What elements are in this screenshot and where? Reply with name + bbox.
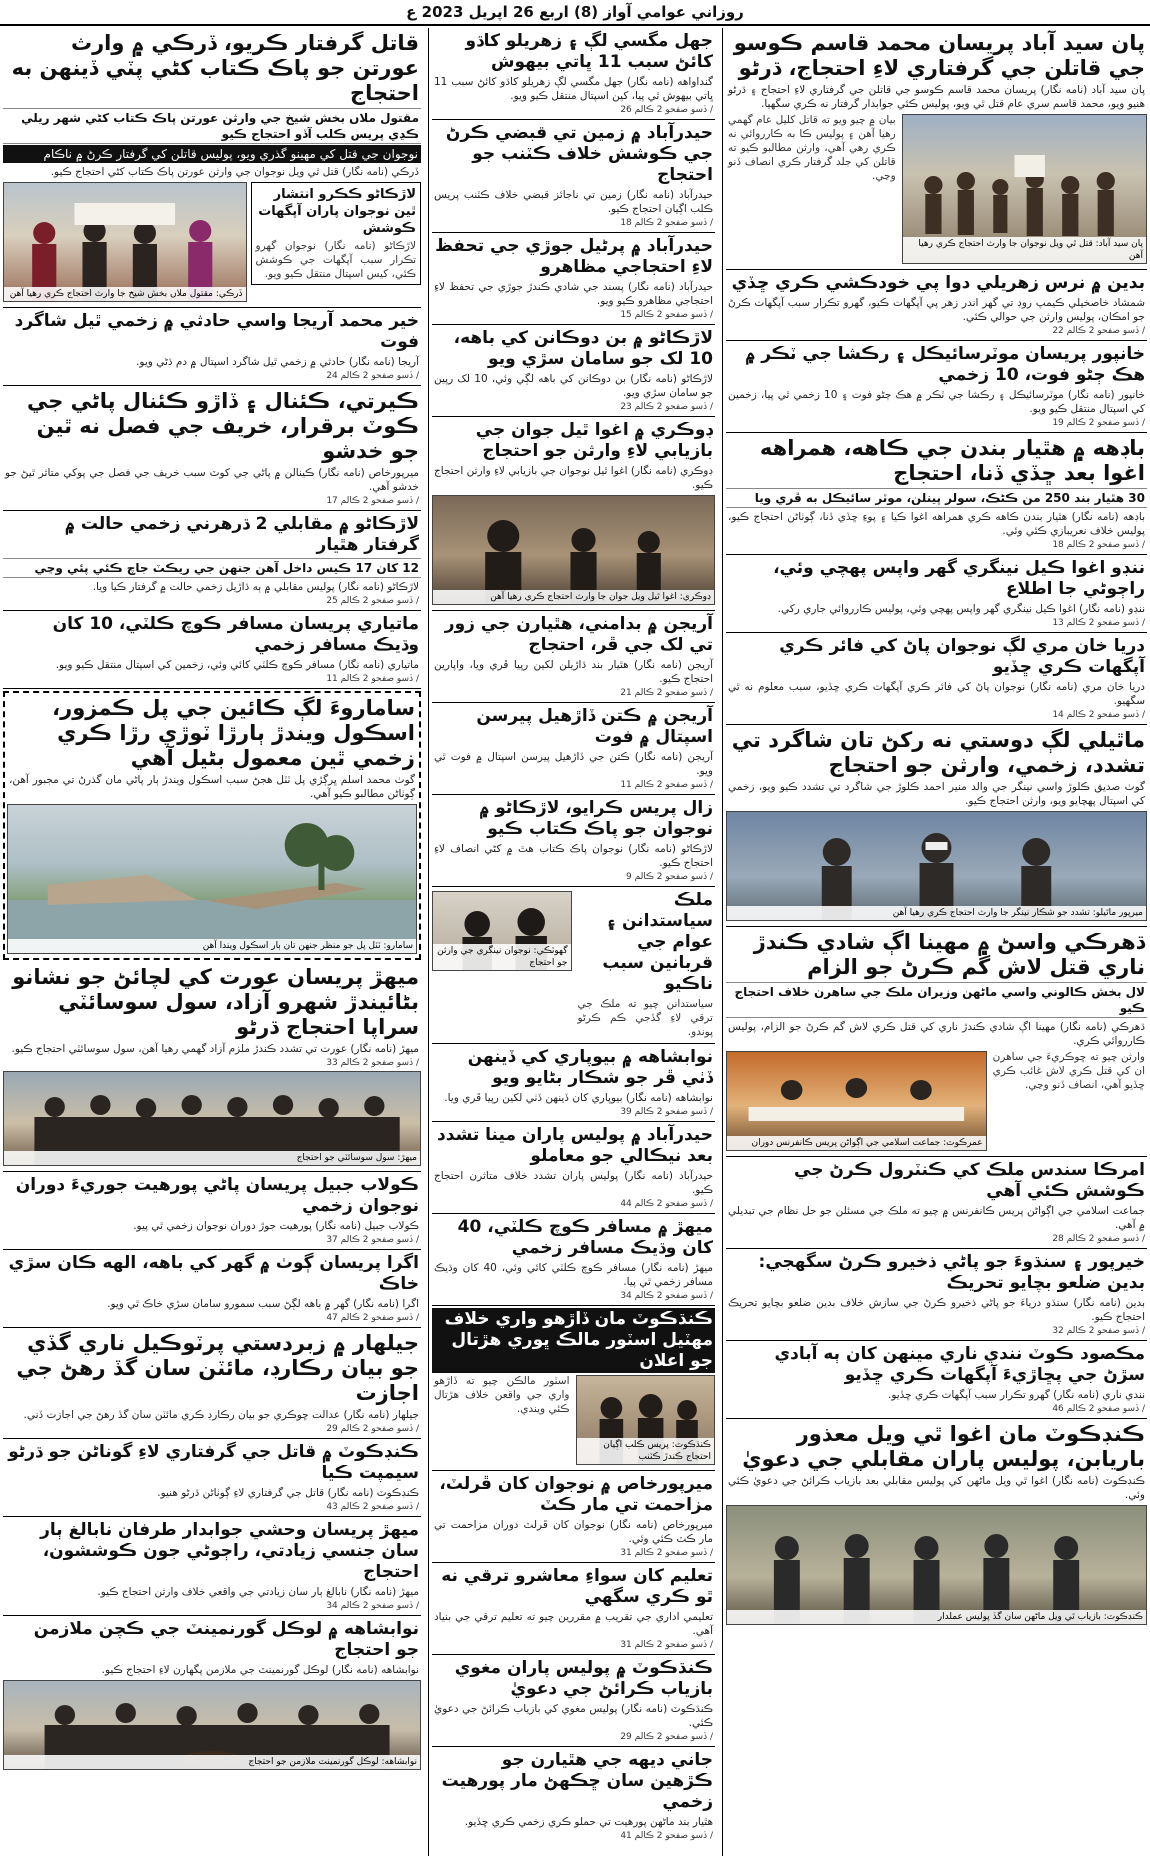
sidebar-headline: لاڙڪاڻو ڪڪرو انتشار ٿين نوجوان پاران آپگهات ڪوشش — [258, 187, 416, 236]
story-body: آريجا (نامه نگار) حادثي ۾ زخمي ٿيل شاگرد اسپتال ۾ دم ڌڻي ويو. — [136, 356, 419, 368]
story-body: آريجن (نامه نگار) ڪتن جي ڏاڙهيل پيرسن اسپتال ۾ فوت ٿي ويو. — [434, 751, 713, 777]
story-body: ننڊو (نامه نگار) اغوا ڪيل نينگري گهر واپس پهچي وئي، پوليس ڪارروائي جاري رکي. — [777, 603, 1145, 615]
continued-note: / ڏسو صفحو 2 ڪالم 23 — [620, 402, 713, 412]
story-badin-movement — [726, 1249, 1147, 1341]
story-body: نوابشاهه (نامه نگار) لوڪل گورنمينٽ جي ملازمن پگهارن لاءِ احتجاج ڪيو. — [101, 1664, 419, 1676]
story-headline: جيلهار ۾ زبردستي پرٽوڪيل ناري گڏي جو بيان رڪارڊ، مائٽن سان گڏ رهڻ جي اجازت — [16, 1331, 419, 1405]
story-mehar-child — [3, 1517, 421, 1616]
story-headline: ڪنڌڪوٽ ۾ پوليس پاران مغوي بازياب ڪرائڻ جي دعويٰ — [454, 1658, 713, 1699]
story-hyderabad-police — [432, 1122, 715, 1214]
news-photo — [432, 891, 572, 971]
continued-note: / ڏسو صفحو 2 ڪالم 11 — [326, 674, 419, 684]
story-nawabshah-employees — [3, 1616, 421, 1775]
story-headline: تعليم کان سواءِ معاشرو ترقي نه ٿو ڪري سگهي — [441, 1566, 713, 1607]
photo-caption: ڏرڪي: مقتول ملاں بخش شيخ جا وارث احتجاج ڪري رهيا آهن — [4, 287, 246, 301]
news-photo — [432, 495, 715, 605]
story-mehar-woman — [3, 962, 421, 1172]
story-body: گنداواهه (نامه نگار) جهل مگسي لڳ زهريلو کاڌو کائڻ سبب 11 ڀاتي بيهوش ٿي پيا، کين اسپتال منتقل ڪيو ويو. — [434, 76, 713, 102]
story-mehar-coach — [432, 1214, 715, 1306]
continued-note: / ڏسو صفحو 2 ڪالم 28 — [1052, 1234, 1145, 1244]
story-headline: ڊوڪري ۾ اغوا ٿيل جوان جي بازيابي لاءِ وارثن جو احتجاج — [475, 420, 713, 461]
continued-note: / ڏسو صفحو 2 ڪالم 21 — [620, 688, 713, 698]
story-headline: آريجن ۾ بدامني، هٿيارن جي زور تي لک جي ڦر، احتجاج — [444, 614, 713, 655]
story-body: شمشاد خاصخيلي ڪيمپ روڊ تي گهر اندر زهر پي آپگهات ڪيو، گهرو تڪرار سبب آپگهات ڪرڻ جو امڪان، پوليس وارثن جي حوالي ڪئي. — [728, 297, 1145, 323]
story-subheadline: مقتول ملاں بخش شيخ جي وارثن عورتن پاڪ ڪتاب کڻي شهر ريلي ڪڍي پريس ڪلب آڏو احتجاج ڪيو — [3, 108, 421, 144]
newspaper-masthead — [0, 0, 1150, 26]
continued-note: / ڏسو صفحو 2 ڪالم 46 — [1052, 1404, 1145, 1414]
continued-note: / ڏسو صفحو 2 ڪالم 18 — [620, 218, 713, 228]
story-body: حيدرآباد (نامه نگار) پسند جي شادي ڪندڙ جوڙي جي تحفظ لاءِ احتجاجي مظاهرو ڪيو ويو. — [434, 281, 713, 307]
story-body: باڊهه (نامه نگار) هٿيار بندن ڪاهه ڪري همراهه اغوا ڪيا ۽ پوءِ ڇڏي ڏنا، ڳوٺاڻن احتجاج ڪيو، پوليس خلاف نعريبازي ڪئي وئي. — [728, 511, 1145, 537]
photo-caption: ميرپور ماٿيلو: تشدد جو شڪار نينگر جا وارث احتجاج ڪري رهيا آهن — [727, 906, 1146, 920]
news-photo — [726, 1051, 987, 1151]
photo-caption: سامارو: ٽٽل پل جو منظر جنهن تان ٻار اسڪول ويندا آهن — [8, 939, 416, 953]
story-body: گوٺ صديق ڪلوڙ واسي نينگر جي والد منير احمد ڪلوڙ جي شاگرد تي تشدد ڪيو ويو، زخمي کي اسپتال پهچايو ويو، وارثن احتجاج ڪيو. — [728, 781, 1145, 807]
story-kandhkot-recovery — [726, 1419, 1147, 1630]
story-headline: حيدرآباد ۾ زمين تي قبضي ڪرڻ جي ڪوشش خلاف ڪٽنب جو احتجاج — [445, 123, 713, 185]
story-headline: ماتياري پريسان مسافر ڪوچ ڪلٽي، 10 کان وڌيڪ مسافر زخمي — [52, 614, 419, 655]
continued-note: / ڏسو صفحو 2 ڪالم 24 — [326, 371, 419, 381]
story-headline: خيرپور ۽ سنڌوءَ جو پاڻي ذخيرو ڪرڻ سگهجي: بدين ضلعو بچايو تحريڪ — [758, 1252, 1145, 1293]
story-maksood-kot — [726, 1341, 1147, 1419]
story-jailhar-court — [3, 1328, 421, 1439]
story-headline: ڪيرتي، ڪئنال ۽ ڏاڙو ڪئنال پاڻي جي ڪوٽ برقرار، خريف جي فصل نه ٿين جو خدشو — [26, 389, 419, 463]
story-headline: نوابشاهه ۾ لوڪل گورنمينٽ جي ڪچن ملازمن جو احتجاج — [33, 1619, 419, 1660]
story-body: آريجن (نامه نگار) هٿيار بند ڌاڙيلن لکين رپيا ڦري ويا، واپارين احتجاج ڪيو. — [434, 659, 713, 685]
story-ghotki-girl: ملڪ سياستدانن ۽ عوام جي قربانين سبب ناڪيو سياستدانن چيو ته ملڪ جي ترقي لاءِ گڏجي ڪم ڪرڻو پوندو. گهوٽڪي: نوجوان نينگري جي وارثن جو احتجاج — [432, 887, 715, 1044]
continued-note: / ڏسو صفحو 2 ڪالم 44 — [620, 1199, 713, 1209]
story-headline: امرڪا سندس ملڪ کي ڪنٽرول ڪرڻ جي ڪوشش ڪئي آهي — [794, 1160, 1145, 1201]
story-headline: خانپور پريسان موٽرسائيڪل ۽ رڪشا جي ٽڪر ۾ هڪ ڄڻو فوت، 10 زخمي — [745, 344, 1145, 385]
photo-caption: ڊوڪري: اغوا ٿيل ويل جوان جا وارث احتجاج ڪري رهيا آهن — [433, 590, 714, 604]
story-body: جيلهار (نامه نگار) عدالت ڇوڪري جو بيان رڪارڊ ڪري مائٽن سان گڏ رهڻ جي اجازت ڏني. — [23, 1409, 419, 1421]
story-dharki-bride: ڌهرڪي واسڻ ۾ مهينا اڳ شادي ڪندڙ ناري قتل لاش گم ڪرڻ جو الزام لال بخش ڪالوني واسي ماڻهن وزيران ملڪ جي ساهرن خلاف احتجاج ڪيو ڌهرڪي (نامه نگار) مهينا اڳ شادي ڪندڙ ناري کي قتل ڪري لاش گم ڪرڻ جو الزام، پوليس ڪارروائي ڪري. وارثن چيو ته ڇوڪريءَ جي ساهرن ان کي قتل ڪري لاش غائب ڪري ڇڏيو آهي، انصاف ڏنو وڃي. عمرڪوٽ: جماعت اسلامي جي اڳواڻن پريس ڪانفرنس دوران — [726, 927, 1147, 1157]
story-headline: ميهڙ پريسان وحشي جوابدار طرفان نابالغ ٻار سان جنسي زيادتي، راڄوڻي جون ڪوششون، احتجاج — [40, 1520, 419, 1582]
continued-note: / ڏسو صفحو 2 ڪالم 37 — [326, 1235, 419, 1245]
story-body: لاڙڪاڻو (نامه نگار) پوليس مقابلي ۾ ٻه ڌاڙيل زخمي حالت ۾ گرفتار ڪيا ويا. — [92, 581, 419, 593]
news-photo — [3, 1680, 421, 1770]
story-kolab-jabil — [3, 1172, 421, 1250]
story-canal-water — [3, 386, 421, 511]
continued-note: / ڏسو صفحو 2 ڪالم 43 — [326, 1502, 419, 1512]
photo-caption: عمرڪوٽ: جماعت اسلامي جي اڳواڻن پريس ڪانفرنس دوران — [727, 1136, 986, 1150]
story-arijan-robbery — [432, 611, 715, 703]
continued-note: / ڏسو صفحو 2 ڪالم 34 — [326, 1601, 419, 1611]
story-headline: حيدرآباد ۾ پرڻيل جوڙي جي تحفظ لاءِ احتجاجي مظاهرو — [435, 236, 713, 277]
story-headline: ننڊو اغوا ڪيل نينگري گهر واپس پهچي وئي، راڄوڻي جا اطلاع — [773, 558, 1145, 599]
story-body: ميهڙ (نامه نگار) عورت تي تشدد ڪندڙ ملزم آزاد گهمي رهيا آهن، سول سوسائٽي احتجاج ڪيو. — [11, 1043, 419, 1055]
news-photo — [3, 182, 247, 302]
continued-note: / ڏسو صفحو 2 ڪالم 9 — [626, 872, 713, 882]
photo-caption: ميهڙ: سول سوسائٽي جو احتجاج — [4, 1151, 420, 1165]
story-headline: خير محمد آريجا واسي حادثي ۾ زخمي ٿيل شاگرد فوت — [14, 311, 419, 352]
photo-caption: ڪنڊڪوٽ: بازياب ٿي ويل ماڻهن سان گڏ پوليس عملدار — [727, 1610, 1146, 1624]
story-body: پان سيد آباد (نامه نگار) پريسان محمد قاسم ڪوسو جي قاتلن جي گرفتاري لاءِ احتجاج ۽ ڌرڻو هنيو ويو، محمد قاسم سري عام قتل ٿي ويو، پوليس ڪئي جوابدار گرفتار نه ڪري سگهيا. — [728, 84, 1145, 110]
continued-note: / ڏسو صفحو 2 ڪالم 34 — [620, 1291, 713, 1301]
continued-note: / ڏسو صفحو 2 ڪالم 31 — [620, 1548, 713, 1558]
story-larkana-quran — [432, 795, 715, 887]
story-headline: زال پريس ڪرايو، لاڙڪاڻو ۾ نوجوان جو پاڪ ڪتاب ڪيو — [479, 798, 713, 839]
story-larkana-fire — [432, 325, 715, 417]
story-arija-student — [3, 308, 421, 386]
story-headline: اگرا پريسان ڳوٺ ۾ گهر کي باهه، الهه ڪان سڙي خاڪ — [8, 1253, 419, 1294]
continued-note: / ڏسو صفحو 2 ڪالم 22 — [1052, 326, 1145, 336]
story-body: ڪنڊڪوٽ (نامه نگار) قاتل جي گرفتاري لاءِ ڳوٺاڻن ڌرڻو هنيو. — [157, 1487, 419, 1499]
story-dokri-kidnap — [432, 417, 715, 611]
story-body: ڏرڪي (نامه نگار) قتل ٿي ويل نوجوان جي وارثن عورتن پاڪ ڪتاب کڻي احتجاج ڪيو. — [50, 166, 419, 178]
photo-caption: گهوٽڪي: نوجوان نينگري جي وارثن جو احتجاج — [433, 944, 571, 970]
story-matyari-student — [726, 725, 1147, 927]
news-photo — [576, 1375, 716, 1465]
story-headline: جاني ديهه جي هٿيارن جو ڪڙهين سان ڇڪهڻ مار پورهيت زخمي — [441, 1750, 713, 1812]
story-body: لاڙڪاڻو (نامه نگار) نوجوان پاڪ ڪتاب هٿ ۾ کڻي انصاف لاءِ احتجاج ڪيو. — [434, 843, 713, 869]
photo-caption: نوابشاهه: لوڪل گورنمينٽ ملازمن جو احتجاج — [4, 1755, 420, 1769]
story-kandhkot-sitin — [3, 1439, 421, 1517]
story-headline: ڪنڊڪوٽ ۾ قاتل جي گرفتاري لاءِ گوناڻن جو ڌرڻو سيمپت ڪيا — [8, 1442, 419, 1483]
story-headline: ميهڙ پريسان عورت کي لچائڻ جو نشانو بڻائيندڙ شهرو آزاد، سول سوسائٽي سراپا احتجاج ڌرڻو — [12, 965, 419, 1039]
story-headline: ڪولاب جبيل پريسان پاڻي پورهيت جوريءَ دوران نوجوان زخمي — [15, 1175, 419, 1216]
story-body: گوٺ محمد اسلم ڀرڳڙي پل ٽٽل هجڻ سبب اسڪول ويندڙ ٻار پاڻي مان گذرڻ تي مجبور آهن، ڳوٺاڻن مطالبو ڪيو آهي. — [9, 774, 415, 800]
story-mirpurkhas-robbery — [432, 1471, 715, 1563]
continued-note: / ڏسو صفحو 2 ڪالم 14 — [1052, 710, 1145, 720]
story-body: حيدرآباد (نامه نگار) زمين تي ناجائز قبضي خلاف ڪٽنب پريس ڪلب اڳيان احتجاج ڪيو. — [434, 189, 713, 215]
story-headline: دريا خان مري لڳ نوجوان پاڻ کي فائر ڪري آپگهات ڪري ڇڏيو — [779, 636, 1145, 677]
story-headline: حيدرآباد ۾ پوليس پاران مينا تشدد بعد نيڪالي جو معاملو — [437, 1125, 713, 1166]
story-body: ميهڙ (نامه نگار) مسافر ڪوچ ڪلٽي کائي وئي، 40 کان وڌيڪ مسافر زخمي ٿي پيا. — [434, 1262, 713, 1288]
story-headline: ميهڙ ۾ مسافر ڪوچ ڪلٽي، 40 کان وڌيڪ مسافر زخمي — [457, 1217, 713, 1258]
column-middle — [428, 28, 718, 1856]
story-body: ماتياري (نامه نگار) مسافر ڪوچ ڪلٽي کائي وئي، زخمين کي اسپتال منتقل ڪيو ويو. — [55, 659, 419, 671]
story-jani-deh — [432, 1747, 715, 1845]
story-headline: ڪنڊڪوٽ مان اغوا ٿي ويل معذور باريابن، پوليس پاران مقابلي جي دعويٰ — [742, 1422, 1145, 1471]
story-body: ڊوڪري (نامه نگار) اغوا ٿيل نوجوان جي بازيابي لاءِ وارثن احتجاج ڪيو. — [434, 465, 713, 491]
news-photo — [726, 811, 1147, 921]
story-hyderabad-couple — [432, 233, 715, 325]
continued-note: / ڏسو صفحو 2 ڪالم 29 — [620, 1732, 713, 1742]
story-arijan-dogbite — [432, 703, 715, 795]
story-headline: نوابشاهه ۾ بيوپاري کي ڏينهن ڏٺي ڦر جو شڪار بڻايو ويو — [467, 1047, 713, 1088]
continued-note: / ڏسو صفحو 2 ڪالم 18 — [1052, 540, 1145, 550]
continued-note: / ڏسو صفحو 2 ڪالم 25 — [326, 596, 419, 606]
story-body: ڪنڌڪوٽ (نامه نگار) پوليس مغوي کي بازياب ڪرائڻ جي دعويٰ ڪئي. — [434, 1703, 713, 1729]
news-photo — [902, 114, 1147, 264]
story-headline: لاڙڪاڻو ۾ مقابلي 2 ڌرهرني زخمي حالت ۾ گرفتار هٿيار — [65, 514, 419, 555]
photo-caption: پان سيد آباد: قتل ٿي ويل نوجوان جا وارث احتجاج ڪري رهيا آهن — [903, 237, 1146, 263]
story-body: هٿيار بند ماڻهن پورهيت تي حملو ڪري زخمي ڪري ڇڏيو. — [464, 1816, 713, 1828]
continued-note: / ڏسو صفحو 2 ڪالم 13 — [1052, 618, 1145, 628]
story-jhal-magsi — [432, 28, 715, 120]
story-subheadline: 12 کان 17 ڪيس داخل آهن جنهن جي ريڪٽ جاچ ڪئي پئي وڃي — [3, 558, 421, 578]
story-subheadline: 30 هٿيار بند 250 من ڪڻڪ، سولر پينلن، موٽر سائيڪل به ڦري ويا — [726, 488, 1147, 508]
story-body: ڪولاب جبيل (نامه نگار) پورهيت جوڙ دوران نوجوان زخمي ٿي پيو. — [133, 1220, 419, 1232]
continued-note: / ڏسو صفحو 2 ڪالم 31 — [620, 1640, 713, 1650]
story-headline: پان سيد آباد پريسان محمد قاسم ڪوسو جي قاتلن جي گرفتاري لاءِ احتجاج، ڌرڻو — [733, 31, 1145, 80]
continued-note: / ڏسو صفحو 2 ڪالم 29 — [326, 1424, 419, 1434]
continued-note: / ڏسو صفحو 2 ڪالم 19 — [1052, 418, 1145, 428]
story-headline: ميرپورخاص ۾ نوجوان کان ڦرلٽ، مزاحمت تي مار ڪٽ — [439, 1474, 713, 1515]
story-headline: بدين ۾ نرس زهريلي دوا پي خودڪشي ڪري ڇڏي — [731, 273, 1145, 293]
story-badin-nurse — [726, 270, 1147, 341]
story-education — [432, 1563, 715, 1655]
story-body: ميرپورخاص (نامه نگار) نوجوان کان ڦرلٽ دوران مزاحمت تي مار ڪٽ ڪئي وئي. — [434, 1519, 713, 1545]
continued-note: / ڏسو صفحو 2 ڪالم 39 — [620, 1107, 713, 1117]
story-khanpur-accident — [726, 341, 1147, 433]
column-right — [722, 28, 1150, 1856]
story-headline: قاتل گرفتار ڪريو، ڏرڪي ۾ وارث عورتن جو پاڪ ڪتاب کڻي پٽي ڏينهن به احتجاج — [11, 31, 419, 105]
story-matyari-coach — [3, 611, 421, 689]
story-body: تعليمي اداري جي تقريب ۾ مقررين چيو ته تعليم ترقي جي بنياد آهي. — [434, 1611, 713, 1637]
story-sayedabad-protest: پان سيد آباد پريسان محمد قاسم ڪوسو جي قاتلن جي گرفتاري لاءِ احتجاج، ڌرڻو پان سيد آباد (نامه نگار) پريسان محمد قاسم ڪوسو جي قاتلن جي گرفتاري لاءِ احتجاج ۽ ڌرڻو هنيو ويو، محمد قاسم سري عام قتل ٿي ويو، پوليس ڪئي جوابدار گرفتار نه ڪري سگهيا. پان سيد آباد: قتل ٿي ويل نوجوان جا وارث احتجاج ڪري رهيا آهن بيان ۾ چيو ويو ته قاتل کليل عام گهمي رهيا آهن ۽ پوليس ڪا به ڪارروائي نه ڪري رهي آهي، وارثن مطالبو ڪيو ته قاتلن کي جلد گرفتار ڪري انصاف ڏنو وڃي. — [726, 28, 1147, 270]
story-body: ميهڙ (نامه نگار) نابالغ ٻار سان زيادتي جي واقعي خلاف وارثن احتجاج ڪيو. — [97, 1586, 419, 1598]
story-headline: لاڙڪاڻو ۾ بن دوڪانن کي باهه، 10 لک جو سامان سڙي ويو — [453, 328, 713, 369]
story-body: اگرا (نامه نگار) گهر ۾ باهه لڳڻ سبب سمورو سامان سڙي خاڪ ٿي ويو. — [107, 1298, 419, 1310]
continued-note: / ڏسو صفحو 2 ڪالم 26 — [620, 105, 713, 115]
story-kandhkot-strike: ڪنڌڪوٽ مان ڏاڙهو واري خلاف مهٽيل اسٽور مالڪ ڀوري هڙتال جو اعلان ڪنڌڪوٽ: پريس ڪلب اڳيان احتجاج ڪندڙ ڪٽنب اسٽور مالڪن چيو ته ڏاڙهو واري جي واقعن خلاف هڙتال ڪئي ويندي. — [432, 1306, 715, 1471]
news-photo — [726, 1505, 1147, 1625]
story-agra-fire — [3, 1250, 421, 1328]
story-kandhkot-police — [432, 1655, 715, 1747]
story-body: دريا خان مري (نامه نگار) نوجوان پاڻ کي فائر ڪري آپگهات ڪري ڇڏيو، سبب معلوم نه ٿي سگهيو. — [728, 681, 1145, 707]
story-nawabshah-trader — [432, 1044, 715, 1122]
story-headline: ڪنڌڪوٽ مان ڏاڙهو واري خلاف مهٽيل اسٽور مالڪ ڀوري هڙتال جو اعلان — [432, 1308, 715, 1373]
story-body: حيدرآباد (نامه نگار) پوليس پاران تشدد خلاف متاثرن احتجاج ڪيو. — [434, 1170, 713, 1196]
story-daharki-quran-protest — [3, 28, 421, 308]
story-headline: جهل مگسي لڳ ۽ زهريلو کاڌو کائڻ سبب 11 ڀاتي بيهوش — [465, 31, 713, 72]
column-left — [0, 28, 424, 1856]
story-hyderabad-land — [432, 120, 715, 233]
photo-caption: ڪنڌڪوٽ: پريس ڪلب اڳيان احتجاج ڪندڙ ڪٽنب — [577, 1438, 715, 1464]
story-headline: ملڪ سياستدانن ۽ عوام جي قربانين سبب ناڪيو — [602, 890, 713, 994]
continued-note: / ڏسو صفحو 2 ڪالم 15 — [620, 310, 713, 320]
story-samaro-bridge — [3, 691, 421, 960]
story-body: نوابشاهه (نامه نگار) بيوپاري کان ڏينهن ڏٺي لکين رپيا ڦري ويا. — [444, 1092, 713, 1104]
story-body: نندي ناري (نامه نگار) گهرو تڪرار سبب آپگهات ڪري ڇڏيو. — [887, 1389, 1145, 1401]
story-body: ڪنڊڪوٽ (نامه نگار) اغوا ٿي ويل ماڻهن کي پوليس مقابلي بعد بازياب ڪرائڻ جي دعويٰ ڪئي وئي. — [728, 1475, 1145, 1501]
news-photo — [7, 804, 417, 954]
story-headline: باڊهه ۾ هٿيار بندن جي ڪاهه، همراهه اغوا بعد ڇڏي ڏنا، احتجاج — [759, 436, 1145, 485]
story-headline: مڪصود ڪوٽ نندي ناري مينهن کان ٻه آبادي سڙڻ جي پڇاڙيءَ آپگهات ڪري ڇڏيو — [774, 1344, 1145, 1385]
continued-note: / ڏسو صفحو 2 ڪالم 32 — [1052, 1326, 1145, 1336]
story-subheadline: لال بخش ڪالوني واسي ماڻهن وزيران ملڪ جي ساهرن خلاف احتجاج ڪيو — [726, 982, 1147, 1018]
story-darya-khan — [726, 633, 1147, 725]
story-body: جماعت اسلامي جي اڳواڻن پريس ڪانفرنس ۾ چيو ته ملڪ جي مسئلن جو حل نظام جي تبديلي ۾ آهي. — [728, 1205, 1145, 1231]
story-body: ڌهرڪي (نامه نگار) مهينا اڳ شادي ڪندڙ ناري کي قتل ڪري لاش گم ڪرڻ جو الزام، پوليس ڪارروائي ڪري. — [728, 1021, 1145, 1047]
continued-note: / ڏسو صفحو 2 ڪالم 11 — [620, 780, 713, 790]
story-body: ميرپورخاص (نامه نگار) ڪينالن ۾ پاڻي جي کوٽ سبب خريف جي فصل جي پوکي متاثر ٿيڻ جو خدشو آهي. — [5, 467, 419, 493]
story-headline: ماٿيلي لڳ دوستي نه رکڻ تان شاگرد تي تشدد، زخمي، وارثن جو احتجاج — [731, 728, 1145, 777]
story-headline: ڌهرڪي واسڻ ۾ مهينا اڳ شادي ڪندڙ ناري قتل لاش گم ڪرڻ جو الزام — [753, 930, 1145, 979]
news-photo — [3, 1071, 421, 1166]
story-highlight: نوجوان جي قتل کي مهينو گذري ويو، پوليس قاتلن کي گرفتار ڪرڻ ۾ ناڪام — [3, 145, 421, 163]
continued-note: / ڏسو صفحو 2 ڪالم 33 — [326, 1058, 419, 1068]
story-tando-girl — [726, 555, 1147, 633]
story-body: لاڙڪاڻو (نامه نگار) بن دوڪانن کي باهه لڳي وئي، 10 لک رپين جو سامان سڙي ويو. — [434, 373, 713, 399]
story-body: بدين (نامه نگار) سنڌو درياءَ جو پاڻي ذخيرو ڪرڻ جي سازش خلاف بدين ضلعو بچايو تحريڪ احتجاج ڪيو. — [728, 1297, 1145, 1323]
story-america — [726, 1157, 1147, 1249]
continued-note: / ڏسو صفحو 2 ڪالم 41 — [620, 1831, 713, 1841]
continued-note: / ڏسو صفحو 2 ڪالم 17 — [326, 496, 419, 506]
story-headline: آريجن ۾ ڪتن ڏاڙهيل پيرسن اسپتال ۾ فوت — [476, 706, 713, 747]
sidebar-box: لاڙڪاڻو ڪڪرو انتشار ٿين نوجوان پاران آپگهات ڪوشش لاڙڪاڻو (نامه نگار) نوجوان گهرو تڪرار سبب آپگهات جي ڪوشش ڪئي، کيس اسپتال منتقل ڪيو ويو. — [251, 182, 421, 285]
story-larkana-encounter — [3, 511, 421, 611]
story-body: خانپور (نامه نگار) موٽرسائيڪل ۽ رڪشا جي ٽڪر ۾ هڪ ڄڻو فوت ۽ 10 زخمي ٿي پيا، زخمين کي اسپتال منتقل ڪيو ويو. — [728, 389, 1145, 415]
continued-note: / ڏسو صفحو 2 ڪالم 47 — [326, 1313, 419, 1323]
story-badah-armed — [726, 433, 1147, 555]
masthead-title: روزاني عوامي آواز (8) اربع 26 اپريل 2023 ع — [406, 3, 744, 21]
story-headline: ساماروءَ لڳ ڪائين جي پل ڪمزور، اسڪول ويندڙ ٻارڙا ٽوڙي رڙا ڪري زخمي ٿين معمول بڻيل آهي — [52, 696, 415, 770]
